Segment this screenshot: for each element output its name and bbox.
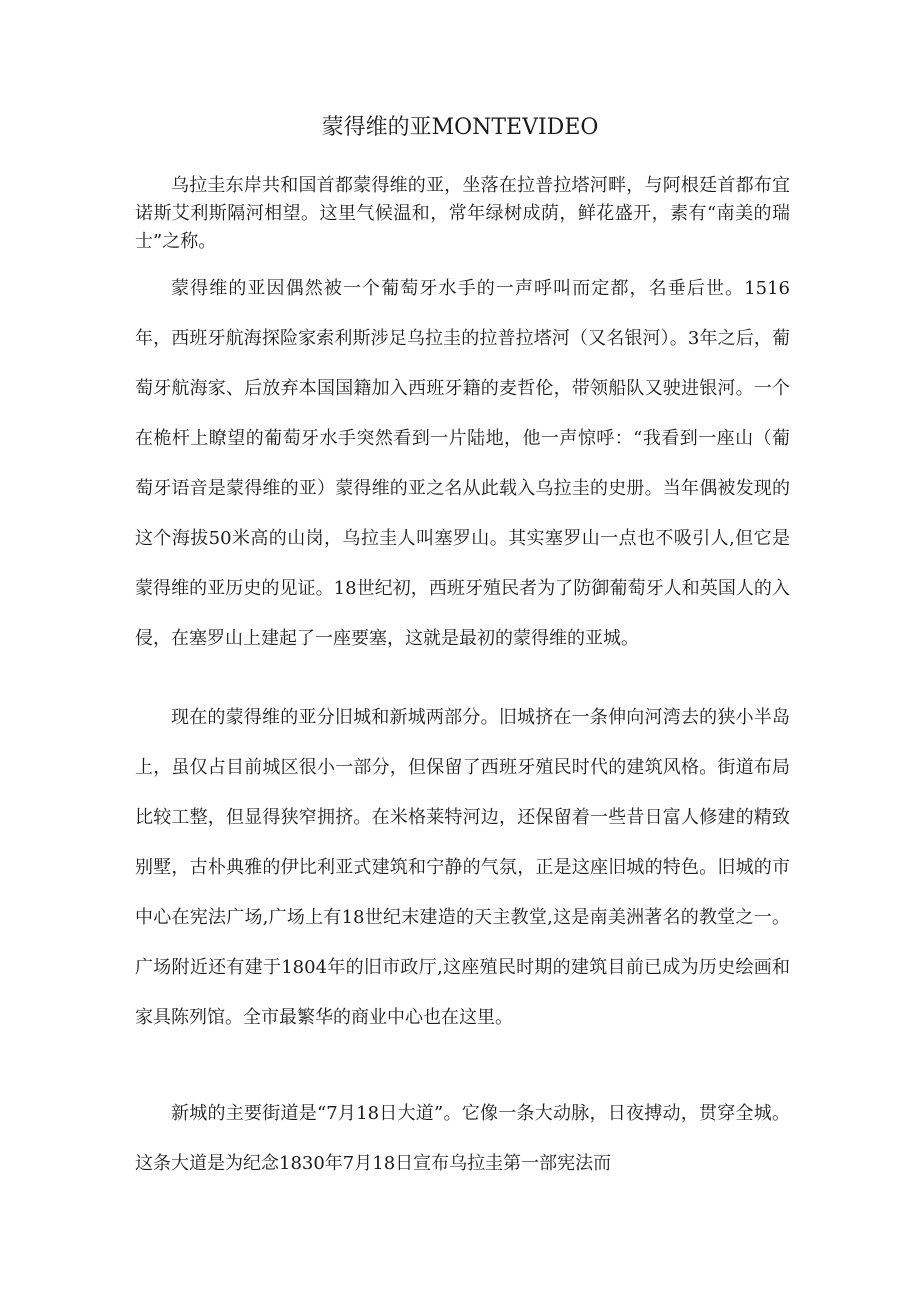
paragraph-intro: 乌拉圭东岸共和国首都蒙得维的亚，坐落在拉普拉塔河畔，与阿根廷首都布宜诺斯艾利斯隔河相望。这里气候温和，常年绿树成荫，鲜花盛开，素有“南美的瑞士”之称。 (135, 175, 790, 252)
paragraph-history: 蒙得维的亚因偶然被一个葡萄牙水手的一声呼叫而定都，名垂后世。1516年，西班牙航海探险家索利斯涉足乌拉圭的拉普拉塔河（又名银河）。3年之后，葡萄牙航海家、后放弃本国国籍加入西班牙籍的麦哲伦，带领船队又驶进银河。一个在桅杆上瞭望的葡萄牙水手突然看到一片陆地，他一声惊呼：“我看到一座山（葡萄牙语音是蒙得维的亚）蒙得维的亚之名从此载入乌拉圭的史册。当年偶被发现的这个海拔50米高的山岗，乌拉圭人叫塞罗山。其实塞罗山一点也不吸引人,但它是蒙得维的亚历史的见证。18世纪初，西班牙殖民者为了防御葡萄牙人和英国人的入侵，在塞罗山上建起了一座要塞，这就是最初的蒙得维的亚城。 (135, 278, 790, 649)
document-title: 蒙得维的亚MONTEVIDEO (321, 115, 599, 140)
paragraph-new-city: 新城的主要街道是“7月18日大道”。它像一条大动脉，日夜搏动，贯穿全城。这条大道是为纪念1830年7月18日宣布乌拉圭第一部宪法而 (135, 1103, 790, 1174)
paragraph-old-city: 现在的蒙得维的亚分旧城和新城两部分。旧城挤在一条伸向河湾去的狭小半岛上，虽仅占目前城区很小一部分，但保留了西班牙殖民时代的建筑风格。街道布局比较工整，但显得狭窄拥挤。在米格莱特河边，还保留着一些昔日富人修建的精致别墅，古朴典雅的伊比利亚式建筑和宁静的气氛，正是这座旧城的特色。旧城的市中心在宪法广场,广场上有18世纪末建造的天主教堂,这是南美洲著名的教堂之一。广场附近还有建于1804年的旧市政厅,这座殖民时期的建筑目前已成为历史绘画和家具陈列馆。全市最繁华的商业中心也在这里。 (135, 707, 790, 1028)
